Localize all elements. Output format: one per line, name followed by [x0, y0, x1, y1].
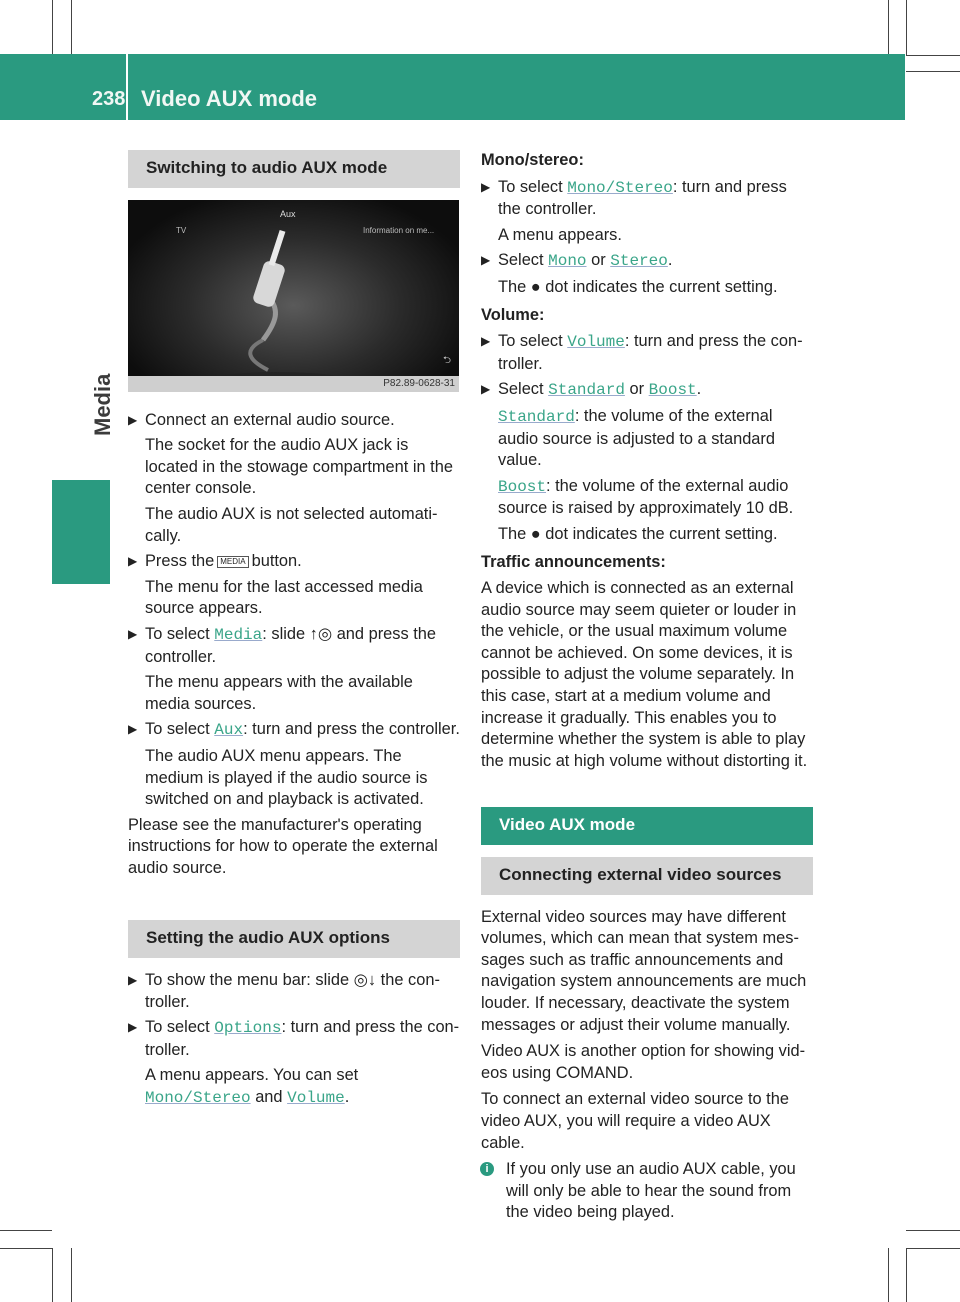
step-text: Select	[498, 380, 544, 399]
menu-item-volume: Volume	[287, 1089, 345, 1108]
subheading-traffic-announcements: Traffic announcements:	[481, 552, 666, 571]
menu-item-standard: Standard	[548, 381, 625, 400]
menu-item-boost: Boost	[648, 381, 697, 400]
step-text: To select	[498, 332, 563, 351]
side-section-label: Media	[90, 373, 115, 436]
info-text: If you only use an audio AUX cable, you will only be able to hear the sound from the video being played.	[506, 1160, 796, 1222]
crop-mark	[71, 0, 72, 55]
step-note: The audio AUX menu appears. The medium is played if the audio source is switched on and playback is activated.	[145, 746, 428, 809]
menu-item-options: Options	[214, 1019, 282, 1038]
step-note	[481, 406, 813, 472]
subheading-mono-stereo: Mono/stereo:	[481, 151, 584, 169]
step-note: The ● dot indicates the current setting.	[498, 277, 778, 296]
step	[128, 410, 460, 432]
step-text: To show the menu bar: slide ◎↓ the con-troller.	[145, 971, 440, 1011]
step	[481, 177, 813, 221]
step-arrow-icon: ▶	[481, 253, 491, 268]
info-icon: i	[480, 1162, 494, 1176]
step-text: : turn and press the controller.	[498, 177, 787, 219]
menu-item-media: Media	[214, 625, 263, 644]
page-title: Video AUX mode	[141, 86, 318, 111]
step-note: The ● dot indicates the current setting.	[498, 524, 778, 543]
step-note-text: .	[344, 1088, 350, 1107]
section-heading-connecting-video-sources: Connecting external video sources	[481, 857, 813, 895]
step-arrow-icon: ▶	[128, 554, 138, 569]
step	[481, 250, 813, 273]
step-note: The menu for the last accessed media source appears.	[145, 577, 423, 618]
crop-mark	[906, 1230, 960, 1231]
step-text: or	[629, 380, 645, 399]
crop-mark	[906, 71, 960, 72]
crop-mark	[906, 1248, 960, 1249]
subheading-volume: Volume:	[481, 305, 545, 324]
crop-mark	[52, 1248, 53, 1302]
step	[481, 331, 813, 375]
step-arrow-icon: ▶	[128, 1020, 138, 1035]
step	[481, 379, 813, 402]
step-text: Connect an external audio source.	[145, 410, 395, 429]
step-note-text: A menu appears. You can set	[145, 1066, 359, 1085]
page-number: 238	[92, 88, 126, 110]
back-arrow-icon: ⮌	[442, 355, 451, 366]
aux-screen-figure	[128, 200, 459, 392]
step	[128, 624, 460, 668]
step	[128, 970, 460, 1013]
menu-item-boost: Boost	[498, 477, 547, 496]
step-text: To select	[145, 624, 210, 643]
step-text: button.	[251, 552, 302, 571]
step-text: Press the	[145, 552, 215, 571]
right-column	[481, 150, 813, 1228]
menu-item-aux: Aux	[214, 721, 244, 740]
step-text: : turn and press the con-troller.	[145, 1018, 460, 1059]
media-button-icon: MEDIA	[217, 556, 248, 568]
step-text: To select	[145, 1018, 210, 1037]
menu-item-stereo: Stereo	[610, 252, 668, 271]
crop-mark	[906, 55, 960, 56]
section-heading-switching-audio-aux: Switching to audio AUX mode	[128, 150, 460, 188]
crop-mark	[906, 1248, 907, 1302]
aux-jack-illustration	[128, 200, 459, 392]
crop-mark	[52, 0, 53, 55]
crop-mark	[906, 0, 907, 55]
left-column	[128, 150, 460, 1114]
step-note-text: : the volume of the external audio source is adjusted to a standard value.	[498, 406, 776, 470]
step-text: or	[591, 251, 606, 270]
step-text: To select	[498, 177, 563, 196]
step-text: .	[667, 251, 673, 270]
section-heading-audio-aux-options: Setting the audio AUX options	[128, 920, 460, 958]
step	[128, 551, 460, 573]
menu-item-mono-stereo: Mono/Stereo	[145, 1089, 251, 1108]
paragraph: Please see the manufacturer's operating instructions for how to operate the external audio source.	[128, 815, 438, 877]
paragraph: External video sources may have different volumes, which can mean that system mes-sages such as traffic announcements and navigation system announcements are much louder. If necessary, deactivate the system messages or adjust their volume manually.	[481, 907, 807, 1034]
crop-mark	[71, 1248, 72, 1302]
step-arrow-icon: ▶	[128, 973, 138, 988]
menu-item-standard: Standard	[498, 407, 575, 426]
figure-left-label: TV	[176, 225, 187, 235]
step-arrow-icon: ▶	[481, 382, 491, 397]
step-text: Select	[498, 251, 544, 270]
step-note: The socket for the audio AUX jack is located in the stowage compartment in the center console.	[145, 436, 453, 498]
paragraph: A device which is connected as an external audio source may seem quieter or louder in the vehicle, or the usual maximum volume cannot be achieved. On some devices, it is possible to adjust the volume separately. In this case, start at a medium volume and increase it gradually. This enables you to determine whether the system is able to play the music at high volume without distorting it.	[481, 579, 808, 770]
menu-item-volume: Volume	[567, 333, 625, 352]
step-arrow-icon: ▶	[481, 334, 491, 349]
step	[128, 719, 460, 742]
step-arrow-icon: ▶	[128, 412, 138, 427]
step-text: To select	[145, 720, 210, 739]
step-note	[128, 1065, 460, 1109]
step	[128, 1017, 460, 1061]
step-note	[481, 476, 813, 520]
menu-item-mono-stereo: Mono/Stereo	[567, 178, 673, 197]
info-note	[481, 1159, 813, 1224]
side-tab-marker	[52, 480, 110, 584]
paragraph: To connect an external video source to the video AUX, you will require a video AUX cable.	[481, 1090, 789, 1152]
step-arrow-icon: ▶	[481, 179, 491, 194]
crop-mark	[0, 1248, 52, 1249]
paragraph: Video AUX is another option for showing vid-eos using COMAND.	[481, 1042, 806, 1082]
crop-mark	[888, 1248, 889, 1302]
menu-item-mono: Mono	[548, 252, 587, 271]
step-text: : turn and press the controller.	[243, 720, 460, 739]
step-text: .	[696, 380, 702, 399]
figure-right-label: Information on me...	[363, 225, 435, 235]
step-text: : turn and press the con-troller.	[498, 332, 803, 373]
step-arrow-icon: ▶	[128, 722, 138, 737]
step-note-text: : the volume of the external audio source is raised by approximately 10 dB.	[498, 476, 794, 518]
step-text: : slide ↑◎ and press the controller.	[145, 624, 437, 666]
crop-mark	[0, 1230, 52, 1231]
section-heading-video-aux-mode: Video AUX mode	[481, 807, 813, 845]
figure-title: Aux	[280, 208, 296, 219]
crop-mark	[888, 0, 889, 55]
figure-caption: P82.89-0628-31	[128, 376, 459, 392]
step-note: The menu appears with the available media sources.	[145, 673, 413, 713]
header-bar	[0, 54, 905, 120]
step-note-text: and	[255, 1088, 283, 1107]
header-separator	[126, 54, 128, 120]
step-note: The audio AUX is not selected automati-cally.	[145, 504, 438, 545]
step-note: A menu appears.	[498, 225, 622, 244]
step-arrow-icon: ▶	[128, 626, 138, 641]
